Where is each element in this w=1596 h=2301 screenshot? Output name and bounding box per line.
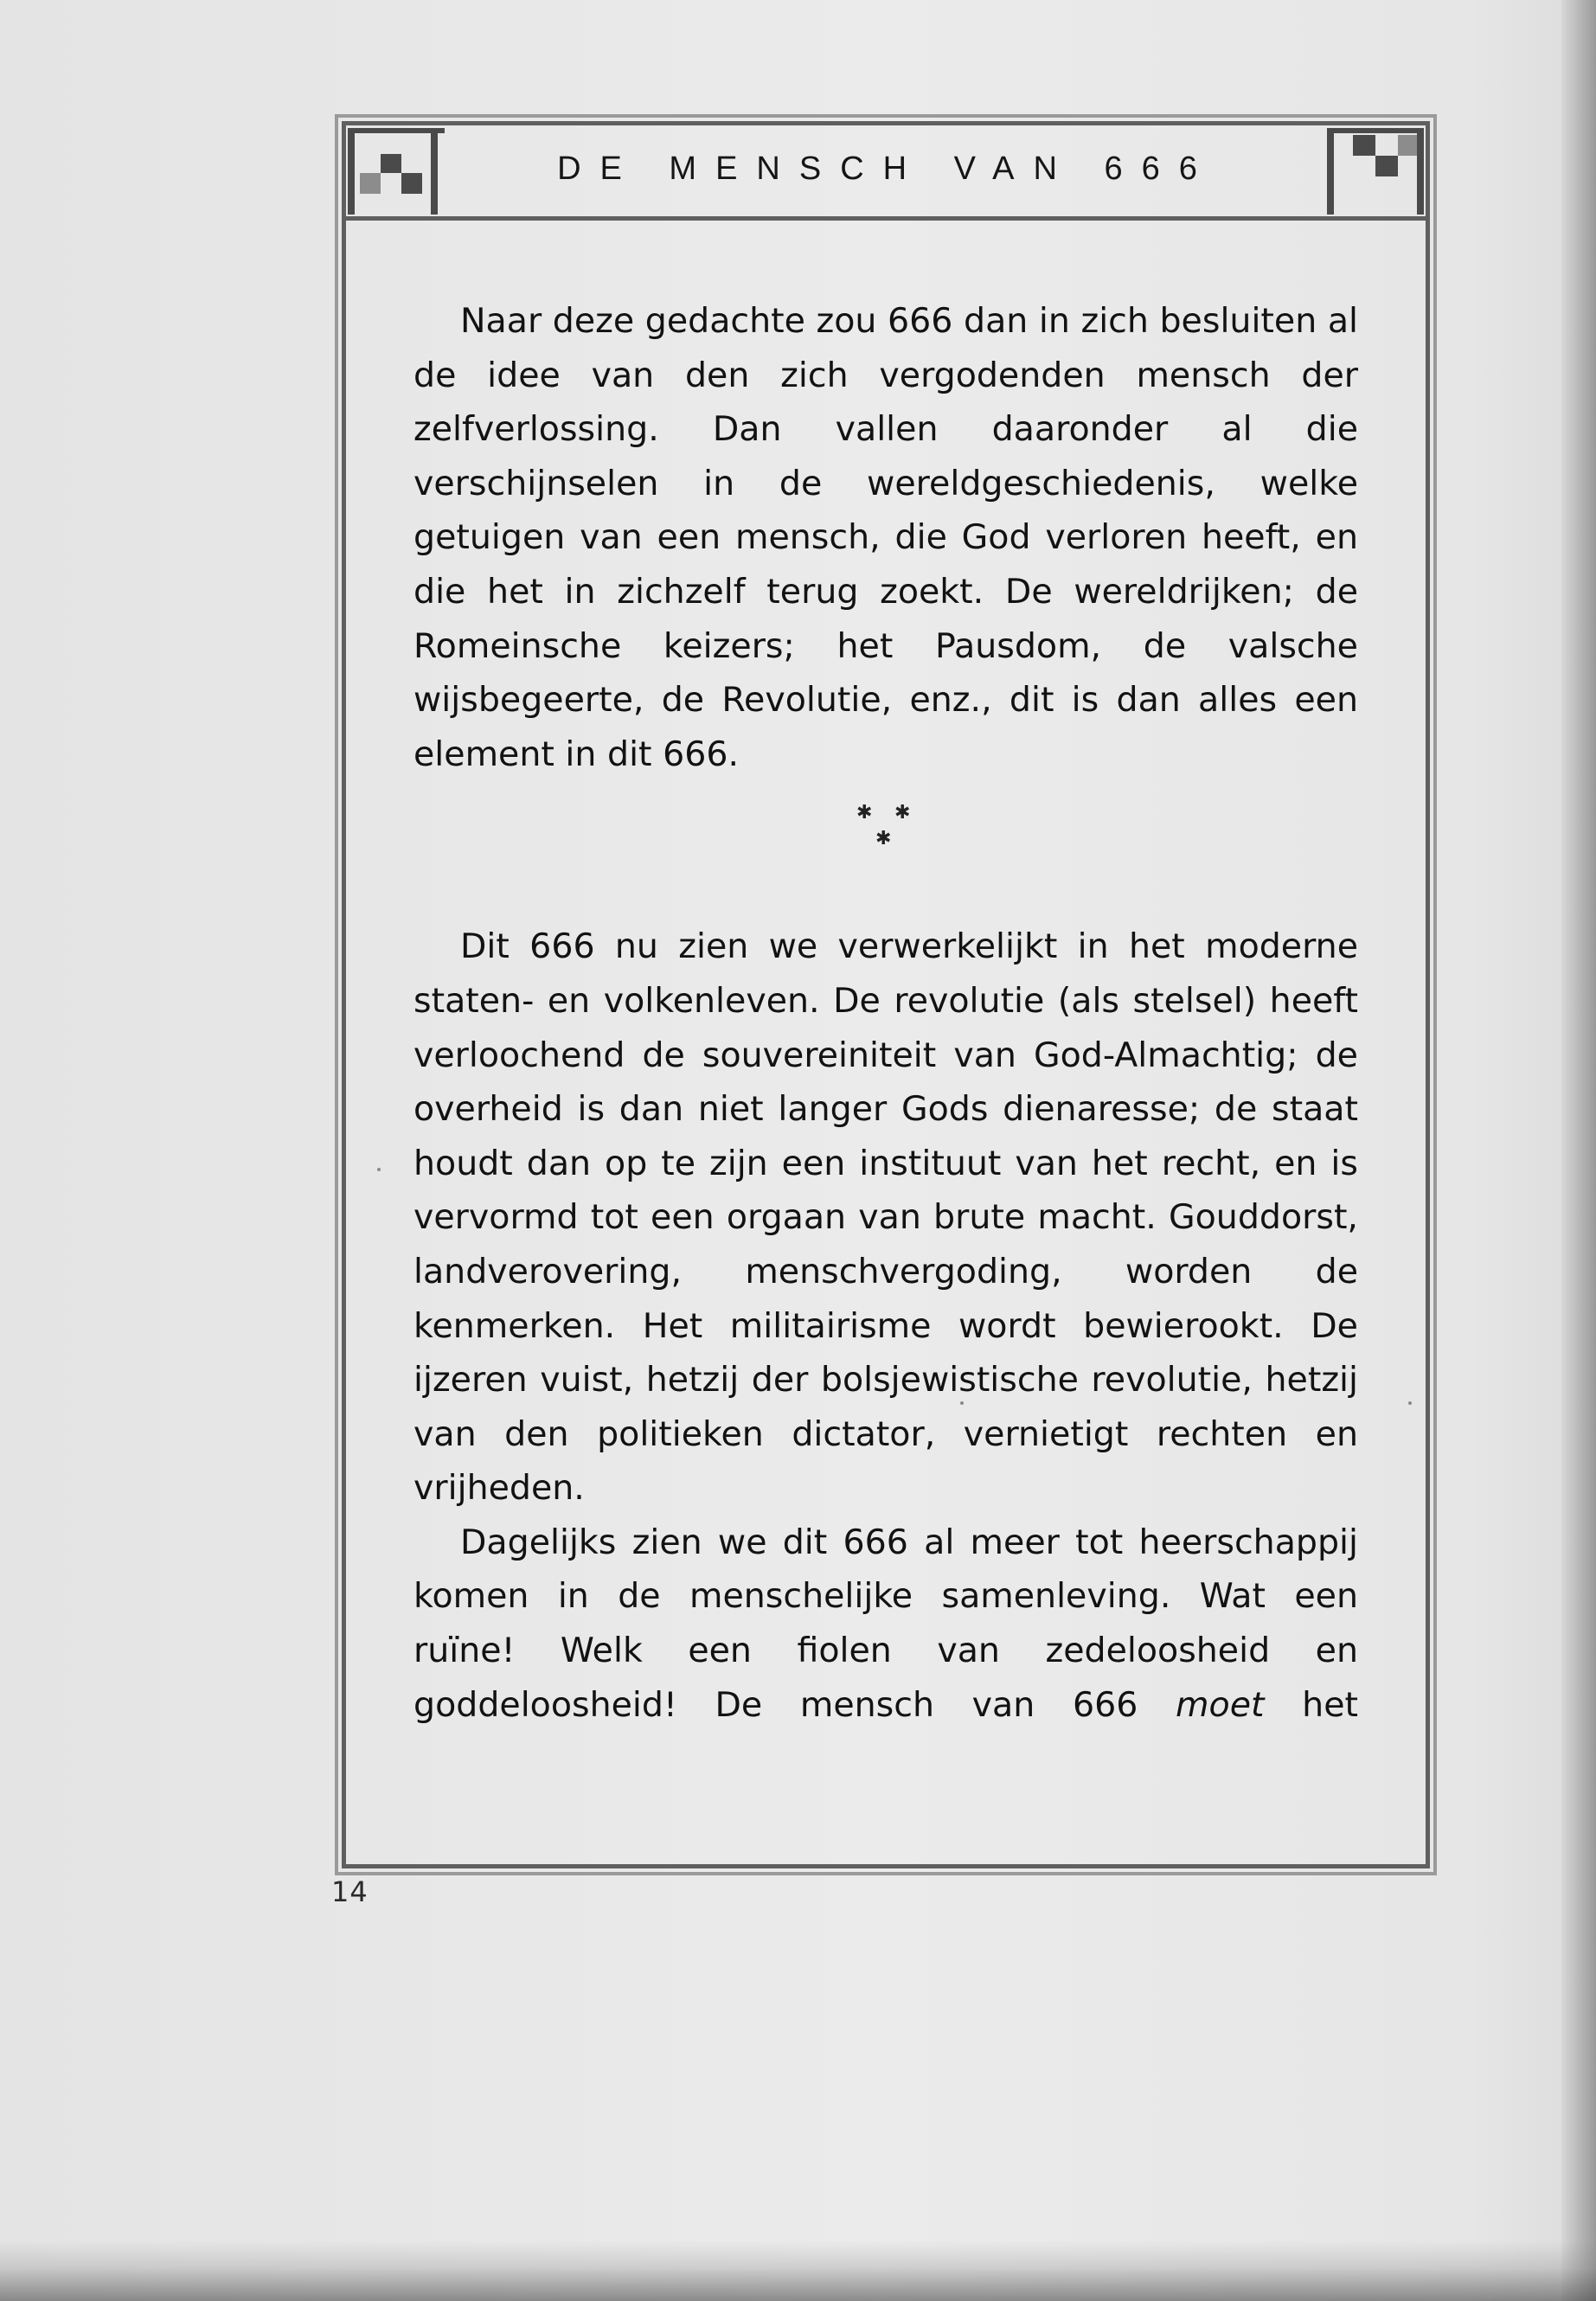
paper-speck (377, 1168, 381, 1171)
paper-speck (960, 1401, 964, 1405)
star-icon: ✱ (894, 802, 911, 824)
page-right-edge (1561, 0, 1596, 2301)
paper-speck (1408, 1401, 1412, 1405)
section-break (413, 781, 1358, 920)
paragraph-2: Dit 666 nu zien we verwerkelijkt in het moderne staten- en volkenleven. De revolutie (als stelsel) heeft verloochend de souvereiniteit van God-Almachtig; de overheid is dan niet langer Gods dienaresse; de staat houdt dan op te zijn een instituut van het recht, en is vervormd tot een orgaan van brute macht. Gouddorst, landverovering, menschvergoding, worden de kenmerken. Het militairisme wordt bewierookt. De ijzeren vuist, hetzij der bolsjewistische revolutie, hetzij van den politieken dictator, vernietigt rechten en vrijheden. (413, 926, 1358, 1509)
paragraph-1: Naar deze gedachte zou 666 dan in zich besluiten al de idee van den zich vergodenden mensch der zelfverlossing. Dan vallen daaronder al die verschijnselen in de wereldgeschiedenis, welke getuigen van een mensch, die God verloren heeft, en die het in zichzelf terug zoekt. De wereldrijken; de Romeinsche keizers; het Pausdom, de valsche wijsbegeerte, de Revolutie, enz., dit is dan alles een element in dit 666. (413, 301, 1358, 774)
paragraph-3 (413, 1516, 1358, 1732)
paragraph-3-text: Dagelijks zien we dit 666 al meer tot heerschappij komen in de menschelijke samenleving. Wat een ruïne! Welk een fiolen van zedeloosheid en goddeloosheid! De mensch van 666 (413, 1522, 1358, 1725)
paragraph-3-tail: het (1264, 1684, 1358, 1725)
star-icon: ✱ (875, 828, 892, 850)
body-text (413, 294, 1358, 1732)
corner-ornament-right (1327, 128, 1424, 215)
star-icon: ✱ (856, 802, 873, 824)
page-bottom-edge (0, 2240, 1596, 2301)
corner-ornament-left (348, 128, 445, 215)
page-number: 14 (331, 1875, 369, 1908)
running-head: DE MENSCH VAN 666 (557, 151, 1216, 187)
emphasized-word: moet (1176, 1684, 1265, 1725)
